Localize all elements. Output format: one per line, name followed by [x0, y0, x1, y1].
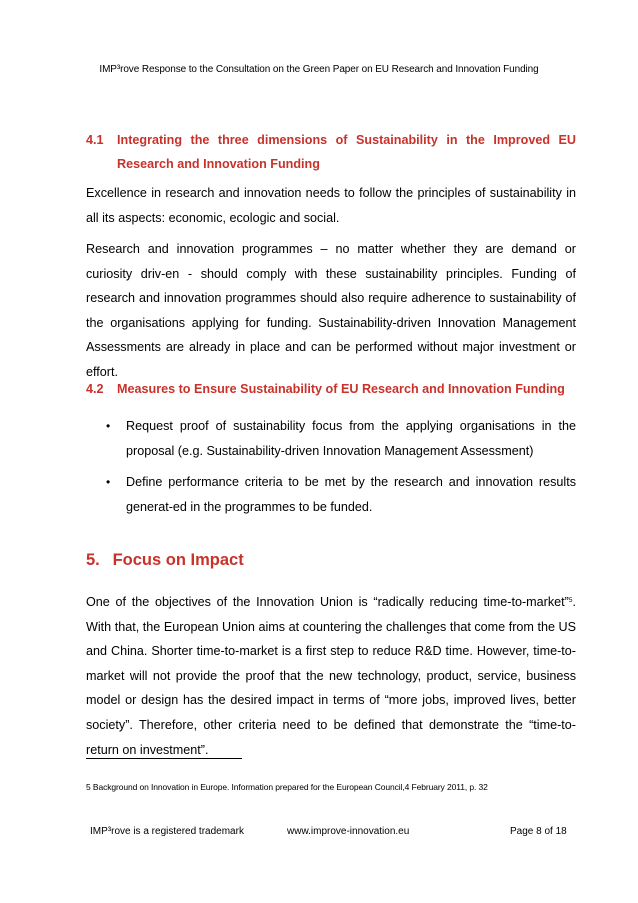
- bullet-icon: •: [106, 419, 111, 433]
- footnote-divider: [86, 758, 242, 759]
- footnote: [86, 782, 586, 792]
- footer-page-number: Page 8 of 18: [510, 826, 567, 837]
- section-5-paragraph: [86, 589, 576, 762]
- list-item-text: Request proof of sustainability focus from the applying organisations in the proposal (e.g. Sustainability-driven Innovation Management Assessment): [126, 419, 576, 458]
- list-item: [86, 470, 576, 519]
- section-4-2-number: 4.2: [86, 382, 104, 396]
- footnote-reference[interactable]: 5: [568, 597, 573, 604]
- running-header: [0, 64, 638, 75]
- section-5-paragraph-end: . With that, the European Union aims at countering the challenges that come from the US and China. Shorter time-to-market is a first step to reduce R&D time. However, time-to-market will not provide the proof that the new technology, product, service, business model or design has the desired impact in terms of “more jobs, improved lives, better society”. Therefore, other criteria need to be defined that demonstrate the “time-to-return on investment”.: [86, 595, 576, 757]
- section-4-1-number: 4.1: [86, 133, 104, 147]
- section-4-1-paragraph-1: Excellence in research and innovation needs to follow the principles of sustainability in all its aspects: economic, ecologic and social.: [86, 186, 576, 225]
- section-4-1-title: Integrating the three dimensions of Sustainability in the Improved EU Research and Innovation Funding: [117, 133, 576, 171]
- footer-website-link[interactable]: www.improve-innovation.eu: [287, 826, 410, 837]
- section-4-1-paragraph-2: Research and innovation programmes – no matter whether they are demand or curiosity driv-en - should comply with these sustainability principles. Funding of research and innovation programmes should also require adherence to sustainability of the organisations applying for funding. Sustainability-driven Innovation Management Assessments are already in place and can be performed without major investment or effort.: [86, 242, 576, 379]
- bullet-icon: •: [106, 475, 111, 489]
- section-4-2-heading: [86, 377, 576, 401]
- section-5-title: Focus on Impact: [112, 551, 244, 569]
- section-5-paragraph-start: One of the objectives of the Innovation Union is “radically reducing time-to-market”: [86, 595, 569, 609]
- footnote-number: 5: [86, 782, 91, 792]
- footnote-text: Background on Innovation in Europe. Information prepared for the European Council,4 February 2011, p. 32: [90, 782, 488, 792]
- section-4-2-title: Measures to Ensure Sustainability of EU Research and Innovation Funding: [117, 382, 565, 396]
- list-item-text: Define performance criteria to be met by the research and innovation results generat-ed in the programmes to be funded.: [126, 475, 576, 514]
- footer-trademark: IMP³rove is a registered trademark: [90, 826, 244, 837]
- header-title: Response to the Consultation on the Green Paper on EU Research and Innovation Funding: [139, 64, 539, 75]
- list-item: [86, 414, 576, 463]
- section-5-number: 5.: [86, 551, 100, 569]
- header-brand: IMP³rove: [99, 64, 140, 75]
- section-4-1-heading: [86, 128, 576, 176]
- section-5-heading: [86, 551, 244, 570]
